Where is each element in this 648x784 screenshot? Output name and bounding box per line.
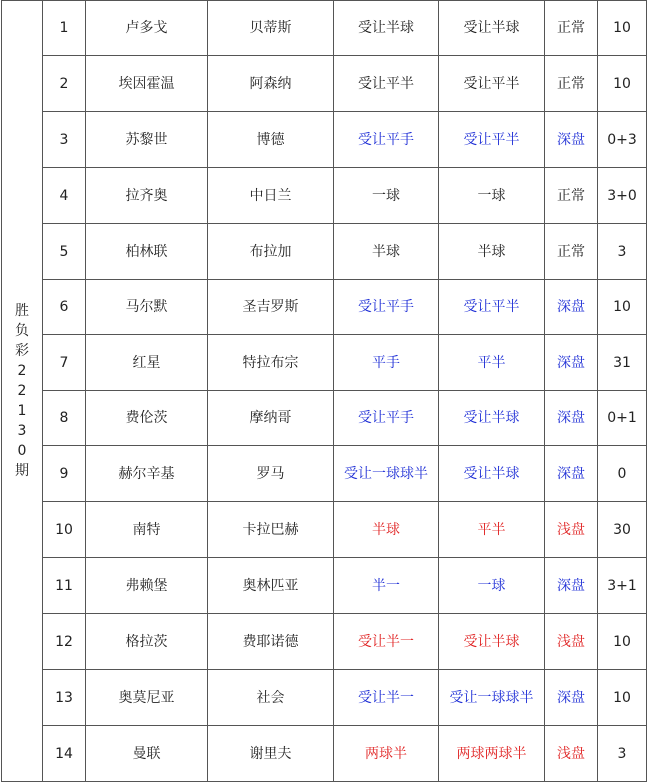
issue-label (2, 1, 43, 782)
match-number: 11 (43, 558, 86, 614)
lottery-table (1, 0, 647, 782)
handicap-current: 受让半球 (439, 1, 545, 56)
handicap-status: 深盘 (545, 112, 598, 168)
table-row (2, 670, 647, 726)
away-team: 费耶诺德 (208, 614, 334, 670)
home-team: 柏林联 (86, 224, 208, 280)
issue-label-char: 负 (15, 323, 29, 339)
issue-label-char: 2 (17, 363, 27, 379)
pick-result: 30 (598, 502, 647, 558)
handicap-current: 一球 (439, 558, 545, 614)
issue-label-char: 期 (15, 463, 29, 479)
home-team: 马尔默 (86, 280, 208, 335)
handicap-status: 深盘 (545, 446, 598, 502)
pick-result: 10 (598, 280, 647, 335)
match-number: 12 (43, 614, 86, 670)
handicap-current: 一球 (439, 168, 545, 224)
handicap-status: 深盘 (545, 670, 598, 726)
handicap-current: 平半 (439, 335, 545, 391)
handicap-initial: 半一 (334, 558, 439, 614)
home-team: 红星 (86, 335, 208, 391)
match-number: 13 (43, 670, 86, 726)
home-team: 卢多戈 (86, 1, 208, 56)
table-body (2, 1, 647, 782)
handicap-current: 受让半球 (439, 391, 545, 446)
pick-result: 10 (598, 1, 647, 56)
table-row (2, 112, 647, 168)
home-team: 格拉茨 (86, 614, 208, 670)
table-row (2, 1, 647, 56)
home-team: 埃因霍温 (86, 56, 208, 112)
table-row (2, 335, 647, 391)
handicap-status: 浅盘 (545, 614, 598, 670)
handicap-initial: 受让半一 (334, 670, 439, 726)
handicap-current: 受让一球球半 (439, 670, 545, 726)
handicap-initial: 受让半球 (334, 1, 439, 56)
handicap-current: 受让半球 (439, 446, 545, 502)
away-team: 阿森纳 (208, 56, 334, 112)
handicap-initial: 半球 (334, 224, 439, 280)
handicap-initial: 平手 (334, 335, 439, 391)
handicap-status: 深盘 (545, 335, 598, 391)
table-row (2, 280, 647, 335)
table-row (2, 224, 647, 280)
handicap-status: 深盘 (545, 558, 598, 614)
home-team: 弗赖堡 (86, 558, 208, 614)
handicap-current: 受让平半 (439, 56, 545, 112)
home-team: 曼联 (86, 726, 208, 782)
issue-label-char: 1 (17, 403, 27, 419)
away-team: 卡拉巴赫 (208, 502, 334, 558)
away-team: 特拉布宗 (208, 335, 334, 391)
match-number: 2 (43, 56, 86, 112)
away-team: 圣吉罗斯 (208, 280, 334, 335)
issue-label-char: 胜 (15, 303, 29, 319)
handicap-initial: 半球 (334, 502, 439, 558)
away-team: 贝蒂斯 (208, 1, 334, 56)
handicap-status: 深盘 (545, 391, 598, 446)
table-row (2, 502, 647, 558)
pick-result: 10 (598, 614, 647, 670)
table-row (2, 726, 647, 782)
handicap-initial: 受让平手 (334, 112, 439, 168)
pick-result: 0+3 (598, 112, 647, 168)
home-team: 奥莫尼亚 (86, 670, 208, 726)
issue-label-char: 0 (17, 443, 27, 459)
table-row (2, 558, 647, 614)
handicap-current: 受让平半 (439, 280, 545, 335)
match-number: 7 (43, 335, 86, 391)
pick-result: 0+1 (598, 391, 647, 446)
pick-result: 10 (598, 56, 647, 112)
pick-result: 3 (598, 224, 647, 280)
away-team: 奥林匹亚 (208, 558, 334, 614)
home-team: 苏黎世 (86, 112, 208, 168)
issue-label-char: 2 (17, 383, 27, 399)
handicap-initial: 一球 (334, 168, 439, 224)
table-row (2, 168, 647, 224)
handicap-current: 平半 (439, 502, 545, 558)
match-number: 5 (43, 224, 86, 280)
handicap-status: 浅盘 (545, 502, 598, 558)
pick-result: 31 (598, 335, 647, 391)
pick-result: 0 (598, 446, 647, 502)
pick-result: 3+1 (598, 558, 647, 614)
away-team: 社会 (208, 670, 334, 726)
match-number: 14 (43, 726, 86, 782)
match-number: 4 (43, 168, 86, 224)
pick-result: 3+0 (598, 168, 647, 224)
match-number: 3 (43, 112, 86, 168)
away-team: 谢里夫 (208, 726, 334, 782)
handicap-status: 正常 (545, 224, 598, 280)
match-number: 6 (43, 280, 86, 335)
handicap-status: 深盘 (545, 280, 598, 335)
away-team: 中日兰 (208, 168, 334, 224)
away-team: 罗马 (208, 446, 334, 502)
match-number: 1 (43, 1, 86, 56)
handicap-current: 两球两球半 (439, 726, 545, 782)
handicap-initial: 受让平半 (334, 56, 439, 112)
handicap-initial: 受让平手 (334, 391, 439, 446)
away-team: 布拉加 (208, 224, 334, 280)
home-team: 拉齐奥 (86, 168, 208, 224)
pick-result: 10 (598, 670, 647, 726)
match-number: 9 (43, 446, 86, 502)
handicap-status: 正常 (545, 56, 598, 112)
pick-result: 3 (598, 726, 647, 782)
handicap-initial: 受让平手 (334, 280, 439, 335)
handicap-initial: 两球半 (334, 726, 439, 782)
away-team: 摩纳哥 (208, 391, 334, 446)
handicap-status: 浅盘 (545, 726, 598, 782)
away-team: 博德 (208, 112, 334, 168)
match-number: 8 (43, 391, 86, 446)
table-row (2, 56, 647, 112)
home-team: 南特 (86, 502, 208, 558)
handicap-initial: 受让半一 (334, 614, 439, 670)
handicap-initial: 受让一球球半 (334, 446, 439, 502)
table-row (2, 391, 647, 446)
handicap-status: 正常 (545, 168, 598, 224)
home-team: 费伦茨 (86, 391, 208, 446)
issue-label-char: 彩 (15, 343, 29, 359)
handicap-status: 正常 (545, 1, 598, 56)
home-team: 赫尔辛基 (86, 446, 208, 502)
handicap-current: 半球 (439, 224, 545, 280)
issue-label-char: 3 (17, 423, 27, 439)
table-row (2, 614, 647, 670)
match-number: 10 (43, 502, 86, 558)
handicap-current: 受让平半 (439, 112, 545, 168)
handicap-current: 受让半球 (439, 614, 545, 670)
table-row (2, 446, 647, 502)
